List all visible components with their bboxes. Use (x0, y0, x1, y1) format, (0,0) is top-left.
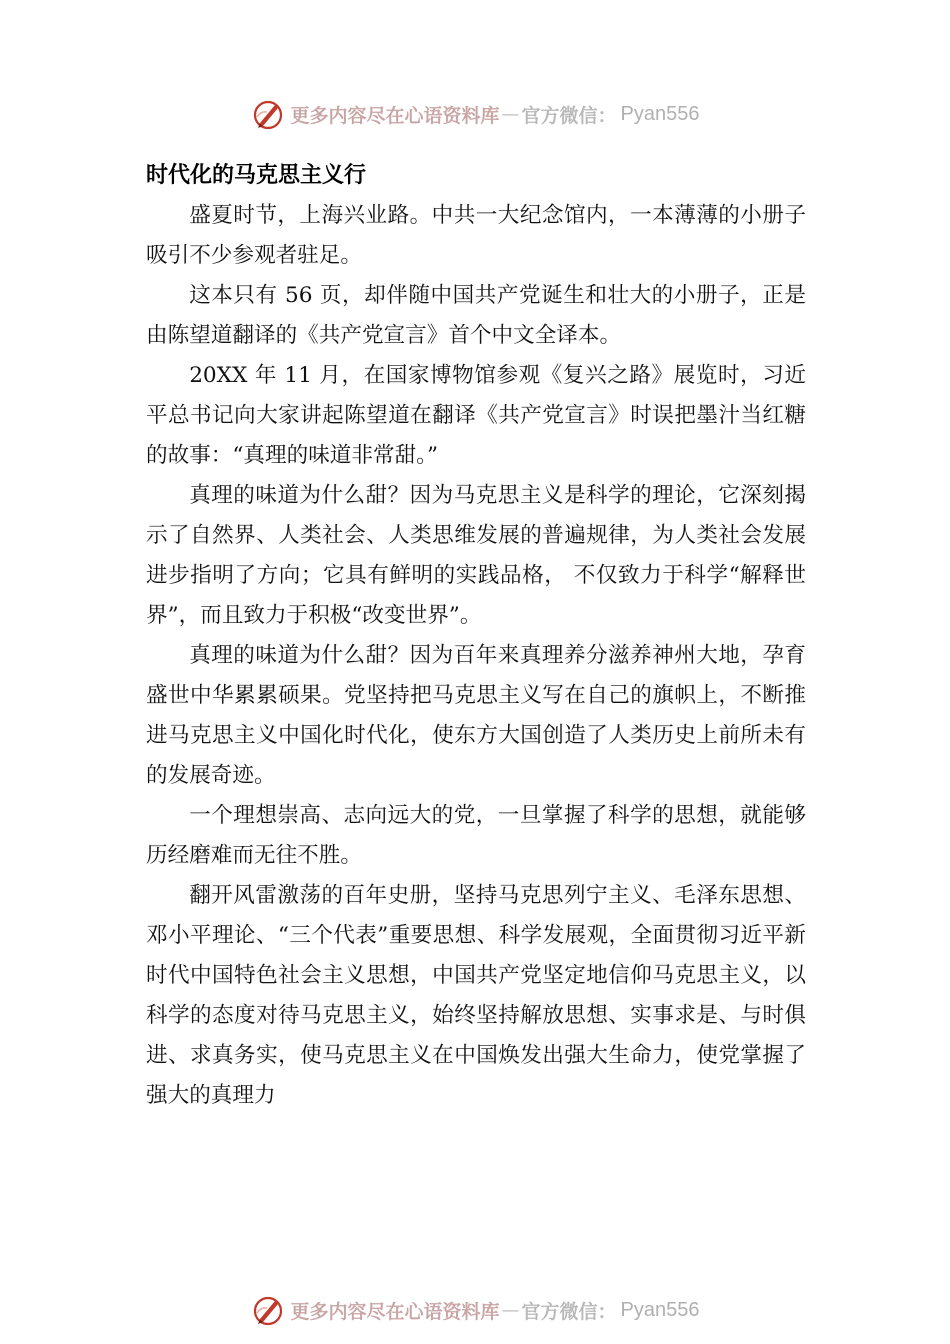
article-paragraph-3: 20XX 年 11 月，在国家博物馆参观《复兴之路》展览时，习近平总书记向大家讲起陈望道在翻译《共产党宣言》时误把墨汁当红糖的故事：“真理的味道非常甜。” (146, 363, 806, 468)
article-paragraph-7: 翻开风雷激荡的百年史册，坚持马克思列宁主义、毛泽东思想、邓小平理论、“三个代表”重要思想、科学发展观，全面贯彻习近平新时代中国特色社会主义思想，中国共产党坚定地信仰马克思主义，以科学的态度对待马克思主义，始终坚持解放思想、实事求是、与时俱进、求真务实，使马克思主义在中国焕发出强大生命力，使党掌握了强大的真理力 (146, 883, 806, 1108)
article-paragraph-5: 真理的味道为什么甜？因为百年来真理养分滋养神州大地，孕育盛世中华累累硕果。党坚持把马克思主义写在自己的旗帜上，不断推进马克思主义中国化时代化，使东方大国创造了人类历史上前所未有的发展奇迹。 (146, 643, 806, 788)
banner-text: 更多内容尽在心语资料库 (290, 104, 500, 127)
banner-text: 更多内容尽在心语资料库 (290, 1300, 500, 1323)
article-paragraph-1: 盛夏时节，上海兴业路。中共一大纪念馆内，一本薄薄的小册子吸引不少参观者驻足。 (146, 203, 806, 268)
article-title: 时代化的马克思主义行 (146, 163, 367, 188)
header-banner (0, 92, 950, 136)
article-paragraph-2: 这本只有 56 页，却伴随中国共产党诞生和壮大的小册子，正是由陈望道翻译的《共产党宣言》首个中文全译本。 (146, 283, 806, 348)
pen-circle-logo-icon (251, 97, 285, 131)
article (146, 156, 806, 1116)
footer-banner (0, 1288, 950, 1332)
pen-circle-logo-icon (251, 1293, 285, 1327)
banner-wechat-id: Pyan556 (620, 102, 700, 125)
article-paragraph-6: 一个理想崇高、志向远大的党，一旦掌握了科学的思想，就能够历经磨难而无往不胜。 (146, 803, 806, 868)
banner-wechat-label: 官方微信： (521, 104, 617, 127)
banner-wechat-id: Pyan556 (620, 1298, 700, 1321)
article-paragraph-4: 真理的味道为什么甜？因为马克思主义是科学的理论，它深刻揭示了自然界、人类社会、人类思维发展的普遍规律，为人类社会发展进步指明了方向；它具有鲜明的实践品格， 不仅致力于科学“解释世界”，而且致力于积极“改变世界”。 (146, 483, 806, 628)
banner-wechat-label: 官方微信： (521, 1300, 617, 1323)
banner-dash: — (501, 103, 520, 125)
banner-dash: — (501, 1299, 520, 1321)
